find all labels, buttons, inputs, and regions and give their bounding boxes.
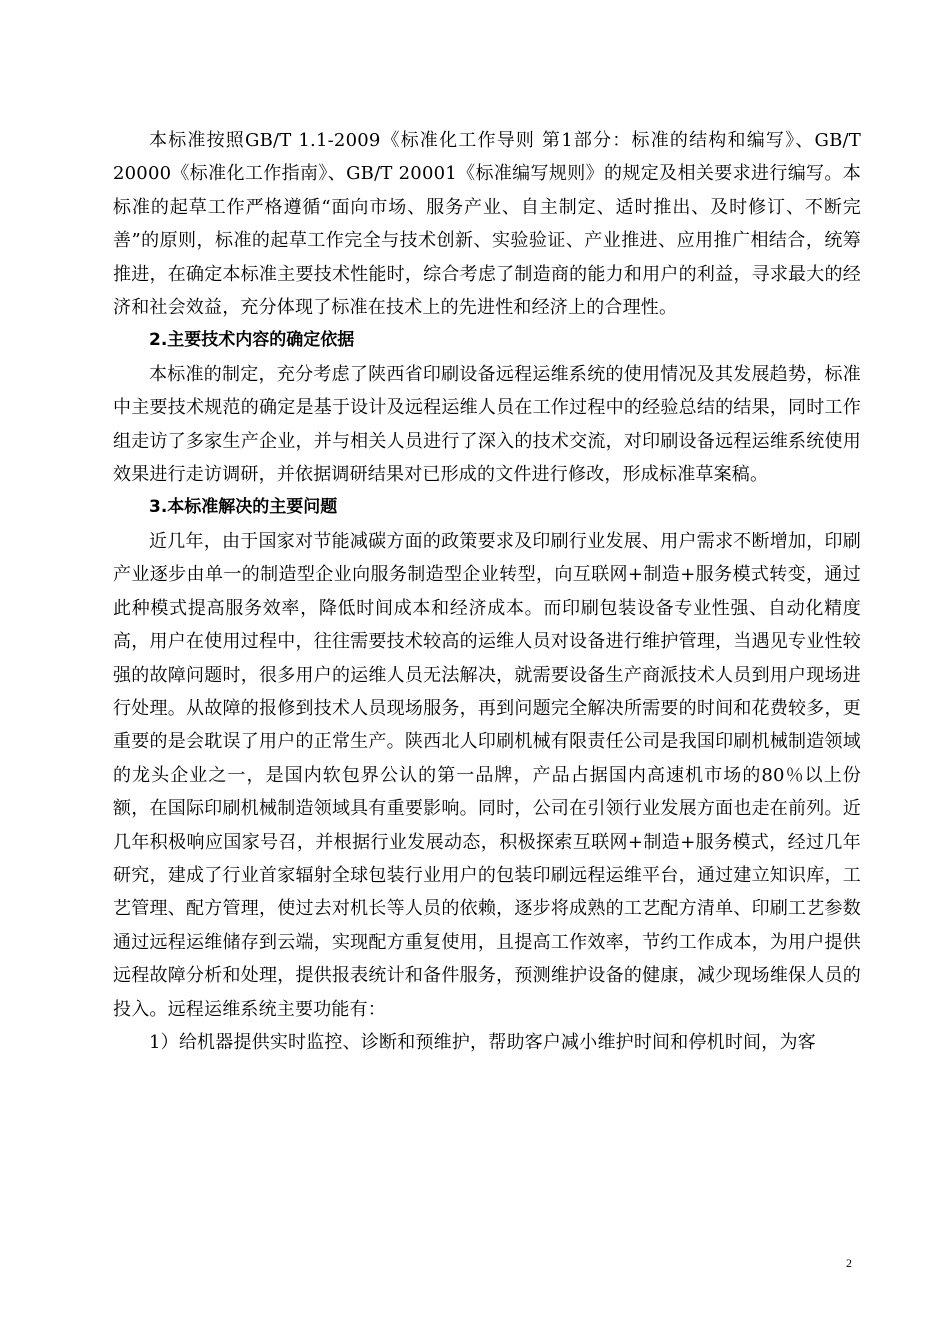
page-number: 2 <box>846 1256 852 1270</box>
basis-paragraph: 本标准的制定，充分考虑了陕西省印刷设备远程运维系统的使用情况及其发展趋势，标准中主要技术规范的确定是基于设计及远程运维人员在工作过程中的经验总结的结果，同时工作组走访了多家生产企业，并与相关人员进行了深入的技术交流，对印刷设备远程运维系统使用效果进行走访调研，并依据调研结果对已形成的文件进行修改，形成标准草案稿。 <box>113 363 861 486</box>
intro-paragraph: 本标准按照GB/T 1.1-2009《标准化工作导则 第1部分：标准的结构和编写》、GB/T 20000《标准化工作指南》、GB/T 20001《标准编写规则》的规定及相关要求进行编写。本标准的起草工作严格遵循“面向市场、服务产业、自主制定、适时推出、及时修订、不断完善”的原则，标准的起草工作完全与技术创新、实验验证、产业推进、应用推广相结合，统筹推进，在确定本标准主要技术性能时，综合考虑了制造商的能力和用户的利益，寻求最大的经济和社会效益，充分体现了标准在技术上的先进性和经济上的合理性。 <box>113 130 861 319</box>
section-heading-3: 3.本标准解决的主要问题 <box>149 497 338 518</box>
document-body <box>113 124 861 1059</box>
function-item-1: 1）给机器提供实时监控、诊断和预维护，帮助客户减小维护时间和停机时间，为客 <box>149 1031 816 1053</box>
problems-paragraph: 近几年，由于国家对节能减碳方面的政策要求及印刷行业发展、用户需求不断增加，印刷产业逐步由单一的制造型企业向服务制造型企业转型，向互联网+制造+服务模式转变，通过此种模式提高服务效率，降低时间成本和经济成本。而印刷包装设备专业性强、自动化精度高，用户在使用过程中，往往需要技术较高的运维人员对设备进行维护管理，当遇见专业性较强的故障问题时，很多用户的运维人员无法解决，就需要设备生产商派技术人员到用户现场进行处理。从故障的报修到技术人员现场服务，再到问题完全解决所需要的时间和花费较多，更重要的是会耽误了用户的正常生产。陕西北人印刷机械有限责任公司是我国印刷机械制造领域的龙头企业之一，是国内软包界公认的第一品牌，产品占据国内高速机市场的80％以上份额，在国际印刷机械制造领域具有重要影响。同时，公司在引领行业发展方面也走在前列。近几年积极响应国家号召，并根据行业发展动态，积极探索互联网+制造+服务模式，经过几年研究，建成了行业首家辐射全球包装行业用户的包装印刷远程运维平台，通过建立知识库，工艺管理、配方管理，使过去对机长等人员的依赖，逐步将成熟的工艺配方清单、印刷工艺参数通过远程运维储存到云端，实现配方重复使用，且提高工作效率，节约工作成本，为用户提供远程故障分析和处理，提供报表统计和备件服务，预测维护设备的健康，减少现场维保人员的投入。远程运维系统主要功能有： <box>113 530 861 1020</box>
section-heading-2: 2.主要技术内容的确定依据 <box>149 330 355 351</box>
